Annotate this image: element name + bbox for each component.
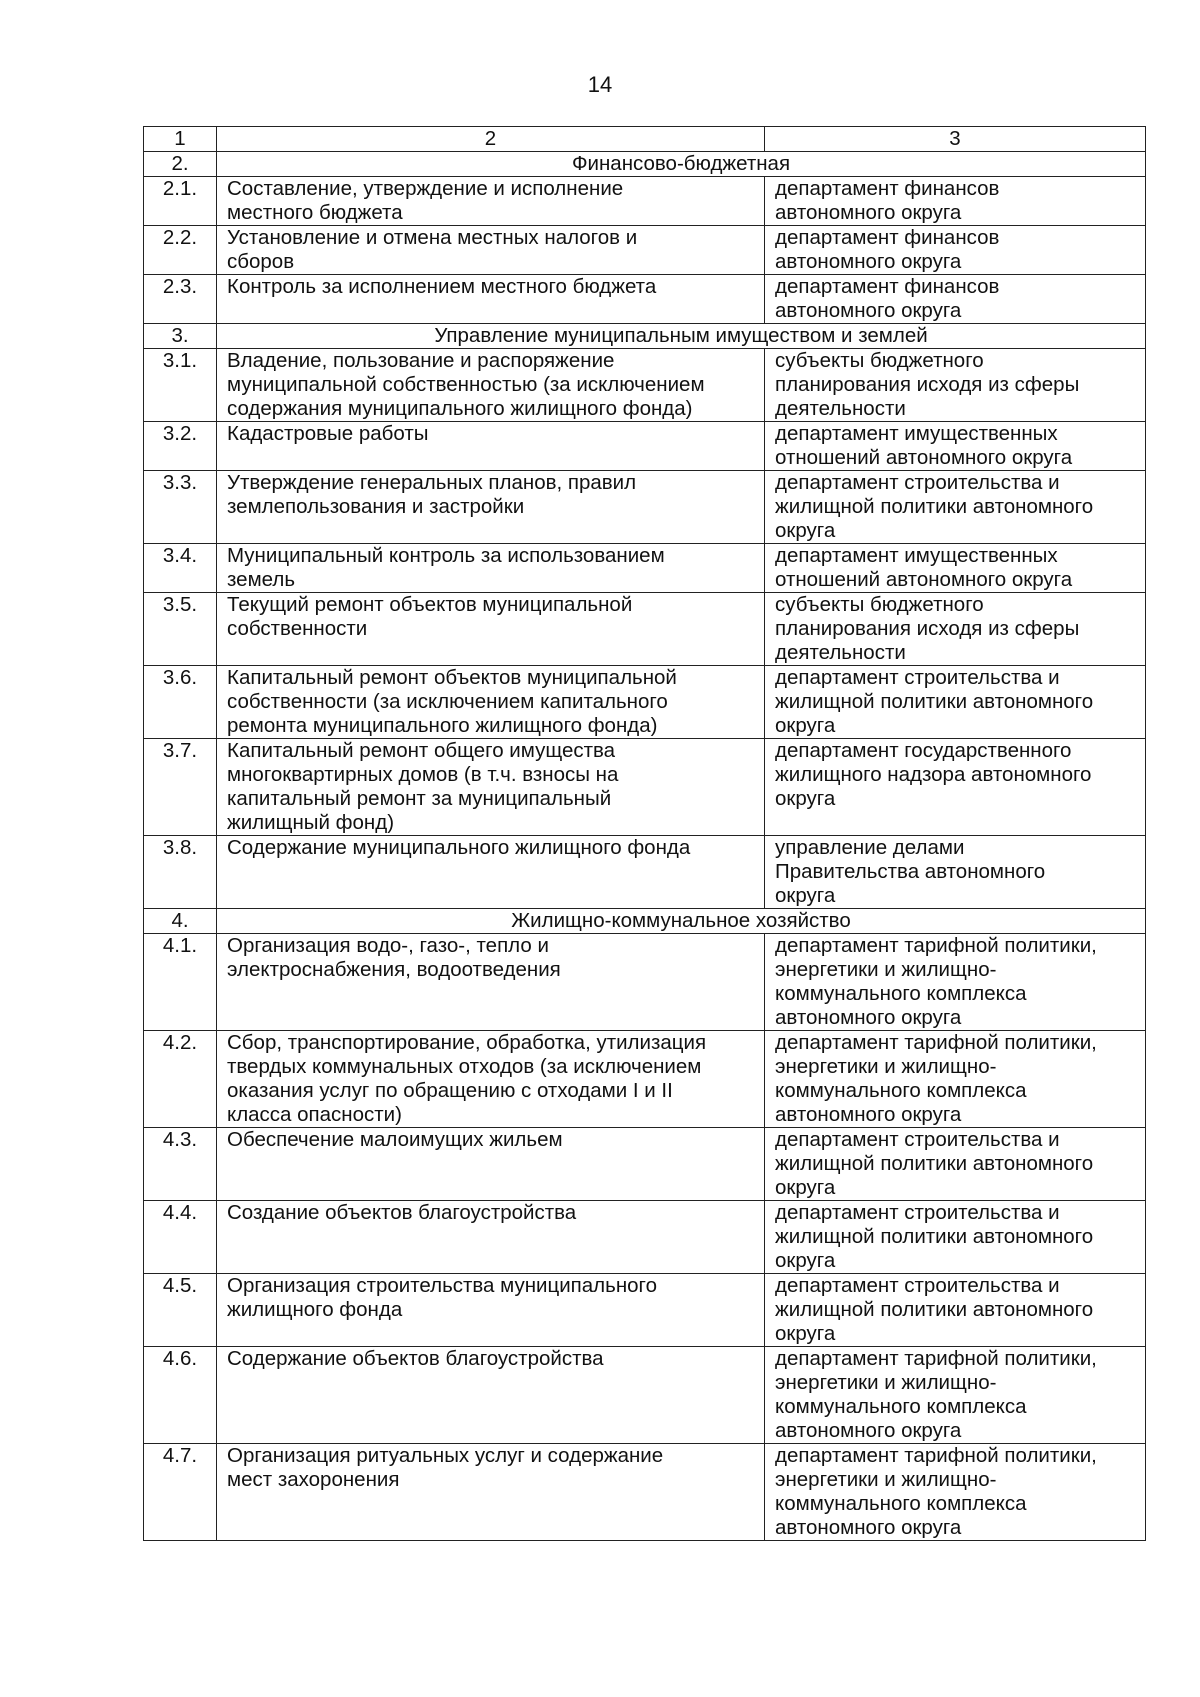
section-row [144, 324, 1146, 349]
responsible-department: департамент финансов автономного округа [765, 226, 1146, 275]
item-number: 4.3. [144, 1128, 217, 1201]
header-col-2: 2 [217, 127, 765, 152]
item-description: Организация водо-, газо-, тепло и электроснабжения, водоотведения [217, 934, 765, 1031]
section-title: Жилищно-коммунальное хозяйство [217, 909, 1146, 934]
item-description: Содержание объектов благоустройства [217, 1347, 765, 1444]
table-row [144, 666, 1146, 739]
table-row [144, 739, 1146, 836]
responsible-department: департамент тарифной политики, энергетики и жилищно- коммунального комплекса автономного округа [765, 1444, 1146, 1541]
responsible-department: субъекты бюджетного планирования исходя из сферы деятельности [765, 349, 1146, 422]
responsible-department: департамент финансов автономного округа [765, 275, 1146, 324]
responsible-department: департамент тарифной политики, энергетики и жилищно- коммунального комплекса автономного округа [765, 934, 1146, 1031]
responsible-department: департамент тарифной политики, энергетики и жилищно- коммунального комплекса автономного округа [765, 1347, 1146, 1444]
table-row [144, 593, 1146, 666]
item-description: Создание объектов благоустройства [217, 1201, 765, 1274]
section-number: 4. [144, 909, 217, 934]
page-number: 14 [587, 72, 613, 97]
responsible-department: департамент имущественных отношений автономного округа [765, 422, 1146, 471]
item-description: Установление и отмена местных налогов и сборов [217, 226, 765, 275]
table-row [144, 422, 1146, 471]
table-body [144, 127, 1146, 1541]
item-description: Капитальный ремонт общего имущества многоквартирных домов (в т.ч. взносы на капитальный ремонт за муниципальный жилищный фонд) [217, 739, 765, 836]
responsible-department: департамент тарифной политики, энергетики и жилищно- коммунального комплекса автономного округа [765, 1031, 1146, 1128]
responsible-department: департамент строительства и жилищной политики автономного округа [765, 666, 1146, 739]
table-row [144, 1444, 1146, 1541]
item-number: 4.2. [144, 1031, 217, 1128]
item-number: 3.4. [144, 544, 217, 593]
responsibility-table [143, 126, 1146, 1541]
table-row [144, 226, 1146, 275]
responsible-department: департамент имущественных отношений автономного округа [765, 544, 1146, 593]
item-number: 3.1. [144, 349, 217, 422]
table-row [144, 544, 1146, 593]
table-row [144, 1031, 1146, 1128]
responsible-department: департамент строительства и жилищной политики автономного округа [765, 1274, 1146, 1347]
item-description: Муниципальный контроль за использованием земель [217, 544, 765, 593]
section-title: Управление муниципальным имуществом и землей [217, 324, 1146, 349]
responsible-department: субъекты бюджетного планирования исходя из сферы деятельности [765, 593, 1146, 666]
item-number: 4.5. [144, 1274, 217, 1347]
responsible-department: департамент строительства и жилищной политики автономного округа [765, 471, 1146, 544]
table-row [144, 275, 1146, 324]
header-row [144, 127, 1146, 152]
section-title: Финансово-бюджетная [217, 152, 1146, 177]
section-row [144, 909, 1146, 934]
responsible-department: департамент строительства и жилищной политики автономного округа [765, 1201, 1146, 1274]
item-number: 4.7. [144, 1444, 217, 1541]
item-number: 2.2. [144, 226, 217, 275]
item-description: Капитальный ремонт объектов муниципальной собственности (за исключением капитального ремонта муниципального жилищного фонда) [217, 666, 765, 739]
responsible-department: управление делами Правительства автономного округа [765, 836, 1146, 909]
table-row [144, 836, 1146, 909]
header-col-3: 3 [765, 127, 1146, 152]
section-number: 3. [144, 324, 217, 349]
item-number: 4.4. [144, 1201, 217, 1274]
responsible-department: департамент государственного жилищного надзора автономного округа [765, 739, 1146, 836]
table-row [144, 934, 1146, 1031]
table-row [144, 1201, 1146, 1274]
table-row [144, 1347, 1146, 1444]
section-row [144, 152, 1146, 177]
responsible-department: департамент строительства и жилищной политики автономного округа [765, 1128, 1146, 1201]
item-description: Обеспечение малоимущих жильем [217, 1128, 765, 1201]
item-description: Организация строительства муниципального жилищного фонда [217, 1274, 765, 1347]
table-row [144, 471, 1146, 544]
item-description: Контроль за исполнением местного бюджета [217, 275, 765, 324]
item-description: Кадастровые работы [217, 422, 765, 471]
item-number: 3.5. [144, 593, 217, 666]
table-row [144, 1128, 1146, 1201]
item-number: 3.7. [144, 739, 217, 836]
item-description: Организация ритуальных услуг и содержание мест захоронения [217, 1444, 765, 1541]
item-description: Содержание муниципального жилищного фонда [217, 836, 765, 909]
item-number: 4.6. [144, 1347, 217, 1444]
item-number: 3.3. [144, 471, 217, 544]
table-row [144, 349, 1146, 422]
item-number: 2.1. [144, 177, 217, 226]
header-col-1: 1 [144, 127, 217, 152]
item-description: Владение, пользование и распоряжение муниципальной собственностью (за исключением содержания муниципального жилищного фонда) [217, 349, 765, 422]
item-description: Составление, утверждение и исполнение местного бюджета [217, 177, 765, 226]
item-description: Утверждение генеральных планов, правил землепользования и застройки [217, 471, 765, 544]
table-row [144, 177, 1146, 226]
item-number: 3.8. [144, 836, 217, 909]
item-description: Текущий ремонт объектов муниципальной собственности [217, 593, 765, 666]
item-number: 2.3. [144, 275, 217, 324]
item-description: Сбор, транспортирование, обработка, утилизация твердых коммунальных отходов (за исключением оказания услуг по обращению с отходами I и II класса опасности) [217, 1031, 765, 1128]
table-row [144, 1274, 1146, 1347]
item-number: 3.2. [144, 422, 217, 471]
item-number: 3.6. [144, 666, 217, 739]
section-number: 2. [144, 152, 217, 177]
item-number: 4.1. [144, 934, 217, 1031]
responsible-department: департамент финансов автономного округа [765, 177, 1146, 226]
